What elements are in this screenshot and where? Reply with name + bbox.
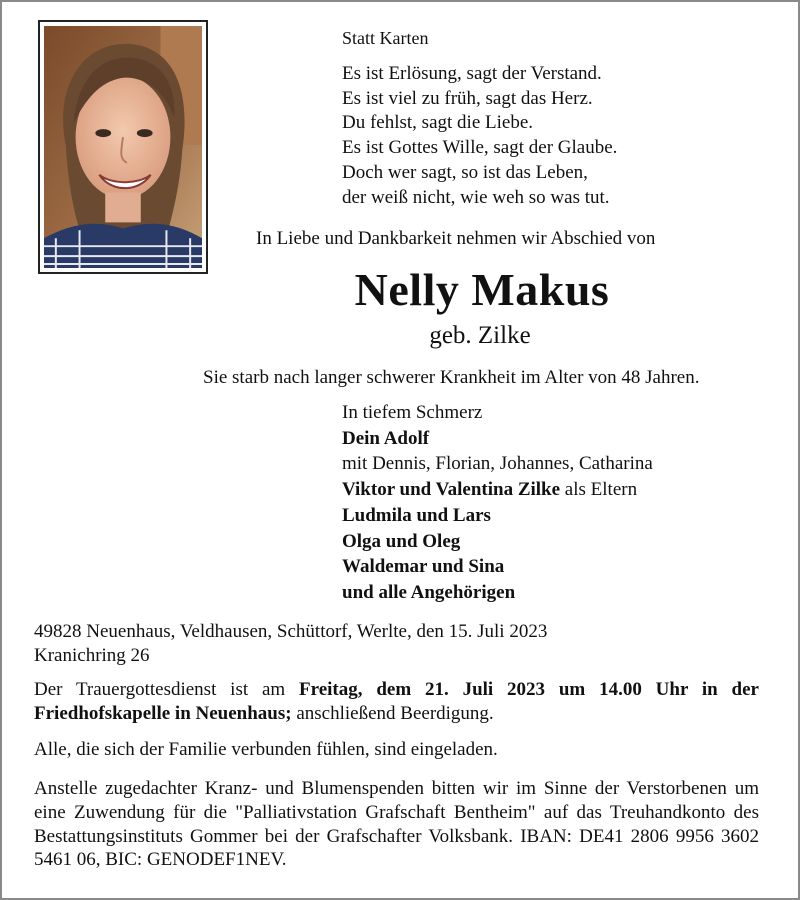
maiden-name-text: geb. Zilke xyxy=(429,322,531,349)
mourner-relative: Waldemar und Sina xyxy=(342,556,505,578)
poem-line: der weiß nicht, wie weh so was tut. xyxy=(342,186,610,208)
mourner-parents xyxy=(342,477,653,503)
street-address: Kranichring 26 xyxy=(34,645,150,666)
poem xyxy=(342,62,617,210)
mourner-parents-names: Viktor und Valentina Zilke xyxy=(342,479,561,501)
death-note: Sie starb nach langer schwerer Krankheit im Alter von 48 Jahren. xyxy=(203,367,700,388)
mourner-parents-suffix: als Eltern xyxy=(560,479,638,501)
address-block xyxy=(34,620,547,668)
deceased-name-text: Nelly Makus xyxy=(354,264,610,315)
service-datetime: Freitag, dem 21. Juli 2023 um 14.00 Uhr in der Friedhofskapelle in Neuenhaus; xyxy=(34,679,759,724)
mourner-relative: Ludmila und Lars xyxy=(342,504,491,526)
service-prefix: Der Trauergottesdienst ist am xyxy=(34,679,300,700)
service-info xyxy=(34,678,759,726)
poem-line: Es ist viel zu früh, sagt das Herz. xyxy=(342,87,593,109)
poem-line: Es ist Gottes Wille, sagt der Glaube. xyxy=(342,137,618,159)
mourner-closing: und alle Angehörigen xyxy=(342,581,516,603)
mourner-spouse: Dein Adolf xyxy=(342,427,430,449)
place-date: 49828 Neuenhaus, Veldhausen, Schüttorf, Werlte, den 15. Juli 2023 xyxy=(34,621,548,642)
statt-karten: Statt Karten xyxy=(342,28,429,48)
poem-line: Du fehlst, sagt die Liebe. xyxy=(342,112,534,134)
maiden-name xyxy=(2,321,798,351)
poem-line: Es ist Erlösung, sagt der Verstand. xyxy=(342,63,602,84)
deceased-name xyxy=(2,264,798,316)
poem-line: Doch wer sagt, so ist das Leben, xyxy=(342,161,588,183)
service-suffix: anschließend Beerdigung. xyxy=(291,702,494,724)
farewell-intro: In Liebe und Dankbarkeit nehmen wir Abschied von xyxy=(256,228,656,249)
invitation-text: Alle, die sich der Familie verbunden fühlen, sind eingeladen. xyxy=(34,739,498,760)
mourner-children: mit Dennis, Florian, Johannes, Catharina xyxy=(342,453,653,475)
mourner-relative: Olga und Oleg xyxy=(342,530,461,552)
mourners-list xyxy=(342,400,653,606)
mourners-heading: In tiefem Schmerz xyxy=(342,402,483,423)
donation-text: Anstelle zugedachter Kranz- und Blumenspenden bitten wir im Sinne der Verstorbenen um eine Zuwendung für die "Palliativstation Grafschaft Bentheim" auf das Treuhandkonto des Bestattungsinstituts Gommer bei der Grafschafter Volksbank. IBAN: DE41 2806 9956 3602 5461 06, BIC: GENODEF1NEV. xyxy=(34,778,759,871)
